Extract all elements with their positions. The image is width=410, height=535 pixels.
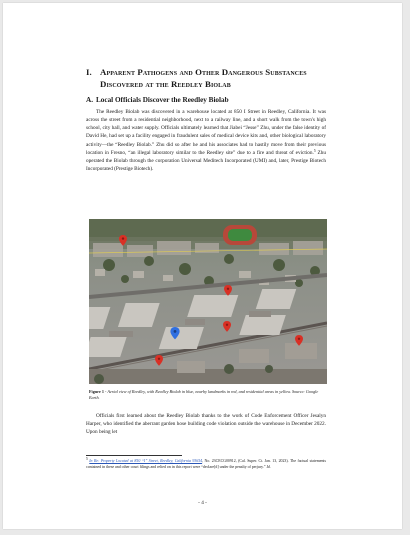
footnote-id: Id. bbox=[266, 465, 271, 470]
paragraph-1-text-continued: Zhu operated the Biolab through the corporation Universal Meditech Incorporated (UMI) and, later, Prestige Biotech Incorporated (Prestige Biotech). bbox=[86, 149, 326, 173]
footnote-text: , No. 23CECG00912, (Cal. Super. Ct. Jan. 13, 2023). The factual statements contained in these and other court filings and relied on in this report were “declare[d] under the penalty of perjury.” bbox=[86, 459, 326, 470]
footnote-reference[interactable]: 5 bbox=[313, 148, 316, 153]
paragraph-2-text: Officials first learned about the Reedley Biolab thanks to the work of Code Enforcement Officer Jesalyn Harper, who identified the aberrant garden hose building code violation outside the warehouse in December 2022. Upon being let bbox=[86, 413, 326, 436]
figure-caption bbox=[89, 389, 327, 402]
section-title: Apparent Pathogens and Other Dangerous Substances Discovered at the Reedley Biolab bbox=[100, 67, 307, 89]
page-number: - 4 - bbox=[198, 500, 207, 506]
footnote-case-link[interactable]: In Re: Property Located at 850 “I” Street, Reedley, California 93654 bbox=[89, 459, 203, 463]
document-page bbox=[3, 3, 402, 529]
subsection-title: Local Officials Discover the Reedley Biolab bbox=[96, 96, 229, 104]
footnote-number: 5 bbox=[86, 457, 88, 461]
body-paragraph-1 bbox=[86, 108, 326, 190]
footnote bbox=[86, 458, 326, 470]
subsection-number: A. bbox=[86, 96, 93, 104]
figure-label: Figure 1 bbox=[89, 389, 104, 394]
footnote-divider bbox=[86, 455, 182, 456]
aerial-photo-rendering bbox=[89, 219, 327, 384]
paragraph-1-text: The Reedley Biolab was discovered in a warehouse located at 850 I Street in Reedley, California. It was across the street from a residential neighborhood, next to a railway line, and a short walk from the town's high school, city hall, and water supply. Officials ultimately learned that Jiabei “Jesse” Zhu, under the false identity of David He, had set up a facility engaged in fraudulent sales of medical device kits and, other biological laboratory activity—the “Reedley Biolab.” Zhu did so after he and his associates had to hastily move from their previous location in Fresno, “an illegal laboratory similar to the Reedley site” due to a fire and threat of eviction. bbox=[86, 109, 326, 156]
figure-caption-text: - Aerial view of Reedley, with Reedley Biolab in blue, nearby landmarks in red, and residential areas in yellow. Source: Google Earth. bbox=[89, 389, 319, 401]
body-paragraph-2 bbox=[86, 412, 326, 446]
aerial-photo bbox=[89, 219, 327, 384]
section-number: I. bbox=[86, 67, 92, 77]
